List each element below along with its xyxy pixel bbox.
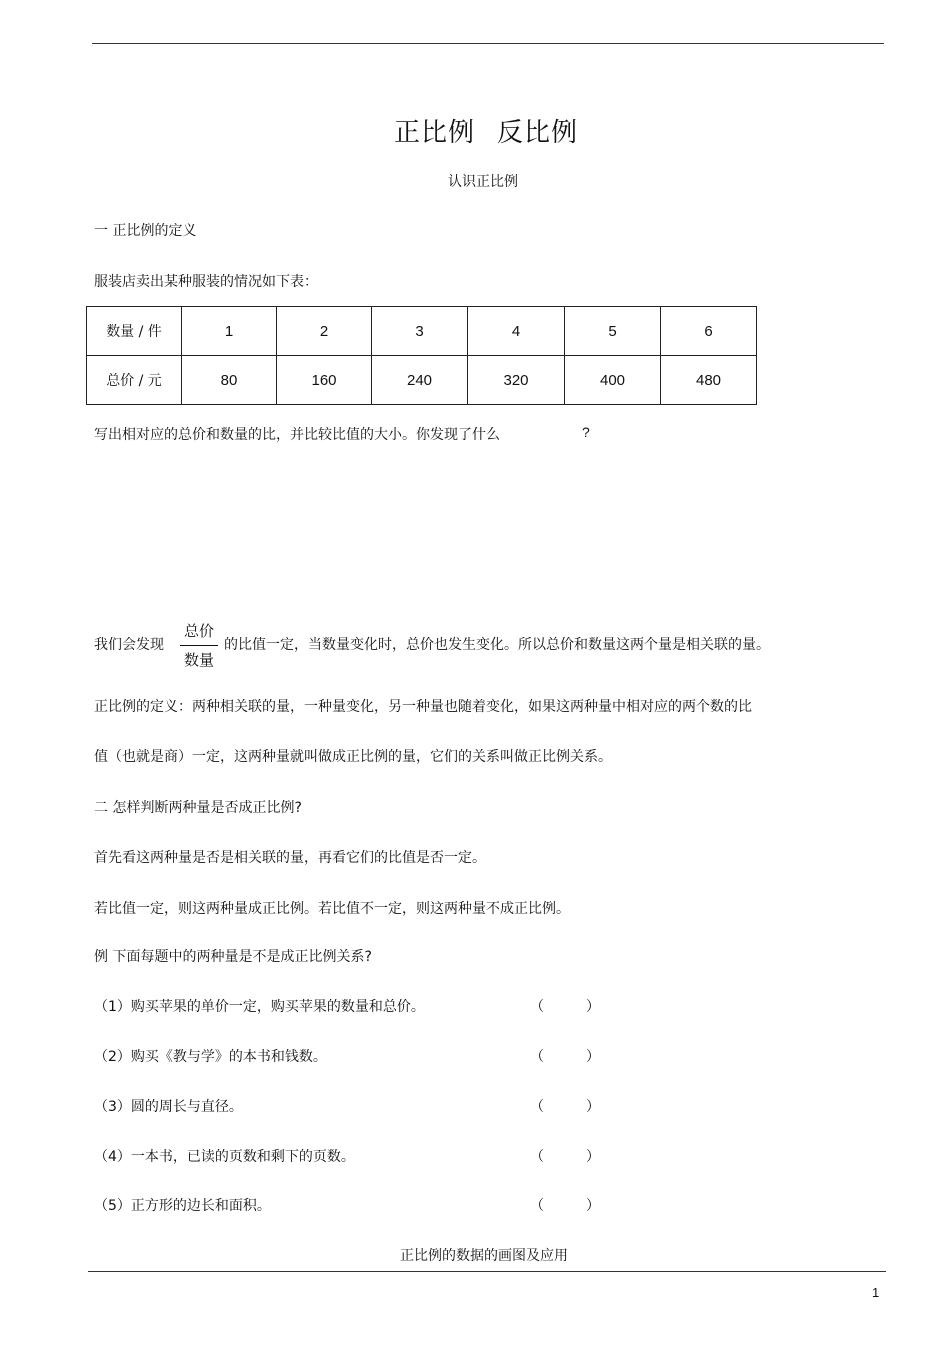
- answer-paren-close: ）: [586, 1099, 600, 1115]
- title-part-2: 反比例: [497, 118, 579, 148]
- question-item-4: （4）一本书，已读的页数和剩下的页数。: [94, 1149, 355, 1165]
- table-row: [87, 356, 757, 405]
- answer-paren-open: （: [530, 1049, 544, 1065]
- table-cell: 240: [372, 356, 468, 405]
- page-title: [0, 112, 950, 149]
- discovery-suffix: 的比值一定，当数量变化时，总价也发生变化。所以总价和数量这两个量是相关联的量。: [224, 637, 770, 653]
- ratio-fraction: [180, 620, 218, 670]
- table-row-header: 数量 / 件: [87, 307, 182, 356]
- page-subtitle: 认识正比例: [448, 174, 518, 190]
- section2-heading: 二 怎样判断两种量是否成正比例?: [94, 800, 302, 816]
- table-cell: 3: [372, 307, 468, 356]
- fraction-bar: [180, 645, 218, 646]
- top-rule: [92, 43, 884, 44]
- discovery-prefix: 我们会发现: [94, 637, 164, 653]
- title-part-1: 正比例: [393, 118, 475, 148]
- table-cell: 480: [661, 356, 757, 405]
- footer-heading: 正比例的数据的画图及应用: [400, 1248, 568, 1264]
- bottom-rule: [88, 1271, 886, 1272]
- answer-paren-open: （: [530, 1149, 544, 1165]
- answer-paren-close: ）: [586, 1149, 600, 1165]
- table-cell: 80: [182, 356, 277, 405]
- intro-text: 服装店卖出某种服装的情况如下表：: [94, 274, 318, 290]
- table-cell: 2: [277, 307, 372, 356]
- definition-line-1: 正比例的定义：两种相关联的量，一种量变化，另一种量也随着变化，如果这两种量中相对应的两个数的比: [94, 699, 752, 715]
- answer-paren-close: ）: [586, 1198, 600, 1214]
- answer-paren-close: ）: [586, 1049, 600, 1065]
- question-item-2: （2）购买《教与学》的本书和钱数。: [94, 1049, 327, 1065]
- sales-table: [86, 306, 757, 405]
- table-cell: 4: [468, 307, 565, 356]
- table-cell: 6: [661, 307, 757, 356]
- section1-heading: 一 正比例的定义: [94, 223, 197, 239]
- example-heading: 例 下面每题中的两种量是不是成正比例关系?: [94, 949, 372, 965]
- answer-paren-open: （: [530, 1198, 544, 1214]
- table-cell: 400: [565, 356, 661, 405]
- fraction-numerator: 总价: [183, 622, 214, 640]
- fraction-denominator: 数量: [183, 651, 214, 669]
- question-mark: ?: [582, 424, 590, 440]
- table-cell: 320: [468, 356, 565, 405]
- table-row: [87, 307, 757, 356]
- definition-line-2: 值（也就是商）一定，这两种量就叫做成正比例的量，它们的关系叫做正比例关系。: [94, 749, 612, 765]
- question-item-1: （1）购买苹果的单价一定，购买苹果的数量和总价。: [94, 999, 425, 1015]
- answer-paren-close: ）: [586, 999, 600, 1015]
- table-cell: 5: [565, 307, 661, 356]
- answer-paren-open: （: [530, 999, 544, 1015]
- question-item-5: （5）正方形的边长和面积。: [94, 1198, 271, 1214]
- page-number: 1: [872, 1285, 880, 1300]
- judge-line-2: 若比值一定，则这两种量成正比例。若比值不一定，则这两种量不成正比例。: [94, 901, 570, 917]
- judge-line-1: 首先看这两种量是否是相关联的量，再看它们的比值是否一定。: [94, 850, 486, 866]
- answer-paren-open: （: [530, 1099, 544, 1115]
- question-text: 写出相对应的总价和数量的比，并比较比值的大小。你发现了什么: [94, 427, 500, 443]
- table-cell: 1: [182, 307, 277, 356]
- table-row-header: 总价 / 元: [87, 356, 182, 405]
- question-item-3: （3）圆的周长与直径。: [94, 1099, 243, 1115]
- table-cell: 160: [277, 356, 372, 405]
